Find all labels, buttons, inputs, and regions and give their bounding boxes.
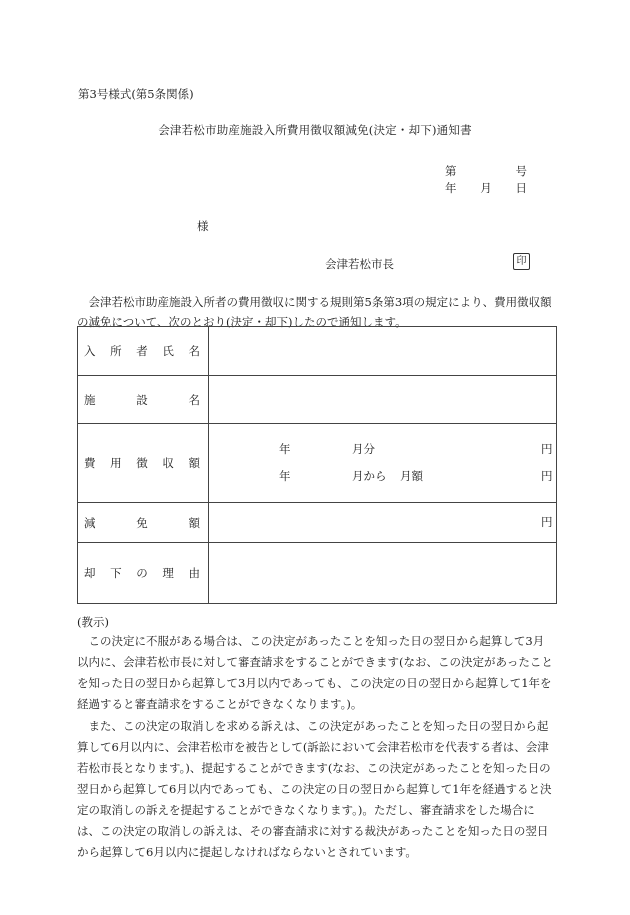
label-char: 設 bbox=[136, 392, 148, 407]
table-row-rejection-reason bbox=[78, 543, 557, 604]
body-paragraph: 会津若松市助産施設入所者の費用徴収に関する規則第5条第3項の規定により、費用徴収額の減免について、次のとおり(決定・却下)したので通知します。 bbox=[77, 295, 552, 329]
label-char: 所 bbox=[110, 344, 122, 358]
label-char: 氏 bbox=[162, 344, 174, 358]
value-rejection-reason[interactable] bbox=[209, 543, 557, 604]
fee-yen: 円 bbox=[541, 442, 553, 456]
label-char: 費 bbox=[84, 456, 96, 470]
document-title: 会津若松市助産施設入所費用徴収額減免(決定・却下)通知書 bbox=[158, 123, 472, 137]
label-char: 名 bbox=[188, 392, 200, 407]
label-char: の bbox=[136, 566, 148, 580]
date-year: 年 bbox=[445, 181, 457, 195]
label-char: 入 bbox=[84, 344, 96, 358]
label-char: 者 bbox=[136, 344, 148, 358]
fee-line-monthly-portion bbox=[209, 436, 556, 463]
label-fee-amount bbox=[78, 424, 209, 503]
notes-paragraph-appeal: この決定に不服がある場合は、この決定があったことを知った日の翌日から起算して3月以内に、会津若松市長に対して審査請求をすることができます(なお、この決定があったことを知った日の翌日から起算して3月以内であっても、この決定の日の翌日から起算して1年を経過すると審査請求をすることができなくなります。)。 bbox=[77, 634, 553, 711]
table-row-resident-name bbox=[78, 327, 557, 376]
label-char: 額 bbox=[188, 515, 200, 530]
recipient-honorific: 様 bbox=[197, 219, 209, 233]
form-number: 第3号様式(第5条関係) bbox=[78, 87, 194, 101]
label-reduction-amount bbox=[78, 503, 209, 543]
fee-month-portion: 月分 bbox=[352, 442, 375, 456]
notes-paragraph-lawsuit: また、この決定の取消しを求める訴えは、この決定があったことを知った日の翌日から起算して6月以内に、会津若松市を被告として(訴訟において会津若松市を代表する者は、会津若松市長となります。)、提起することができます(なお、この決定があったことを知った日の翌日から起算して6月以内であっても、この決定の日の翌日から起算して1年を経過すると決定の取消しの訴えを提起することができなくなります。)。ただし、審査請求をした場合には、この決定の取消しの訴えは、その審査請求に対する裁決があったことを知った日の翌日から起算して6月以内に提起しなければならないとされています。 bbox=[77, 719, 552, 859]
document-number-line bbox=[445, 163, 527, 179]
label-char: 免 bbox=[136, 515, 148, 530]
fee-yen: 円 bbox=[541, 469, 553, 483]
reduction-line bbox=[209, 509, 556, 536]
fee-line-monthly-from bbox=[209, 463, 556, 490]
label-char: 施 bbox=[84, 392, 96, 407]
reduction-yen: 円 bbox=[541, 515, 553, 529]
number-suffix: 号 bbox=[515, 164, 527, 178]
document-date-line bbox=[445, 180, 527, 196]
issuer-name: 会津若松市長 bbox=[325, 257, 394, 271]
notes-heading: (教示) bbox=[77, 615, 109, 629]
fee-month-from: 月から bbox=[352, 469, 387, 483]
label-char: 収 bbox=[162, 456, 174, 470]
label-resident-name bbox=[78, 327, 209, 376]
value-resident-name[interactable] bbox=[209, 327, 557, 376]
label-char: 額 bbox=[188, 456, 200, 470]
fee-year: 年 bbox=[279, 442, 291, 456]
number-prefix: 第 bbox=[445, 164, 457, 178]
fee-year: 年 bbox=[279, 469, 291, 483]
label-char: 名 bbox=[188, 344, 200, 358]
label-rejection-reason bbox=[78, 543, 209, 604]
value-facility-name[interactable] bbox=[209, 376, 557, 424]
value-fee-amount[interactable] bbox=[209, 424, 557, 503]
label-facility-name bbox=[78, 376, 209, 424]
label-char: 用 bbox=[110, 456, 122, 470]
label-char: 却 bbox=[84, 566, 96, 580]
label-char: 徴 bbox=[136, 456, 148, 470]
notice-table bbox=[77, 326, 557, 604]
label-char: 理 bbox=[162, 566, 174, 580]
table-row-reduction bbox=[78, 503, 557, 543]
value-reduction-amount[interactable] bbox=[209, 503, 557, 543]
label-char: 減 bbox=[84, 515, 96, 530]
label-char: 由 bbox=[188, 566, 200, 580]
date-day: 日 bbox=[515, 181, 527, 195]
table-row-facility bbox=[78, 376, 557, 424]
seal-mark: 印 bbox=[513, 253, 530, 270]
date-month: 月 bbox=[480, 181, 492, 195]
fee-monthly-amount: 月額 bbox=[400, 469, 423, 483]
table-row-fee bbox=[78, 424, 557, 503]
label-char: 下 bbox=[110, 566, 122, 580]
